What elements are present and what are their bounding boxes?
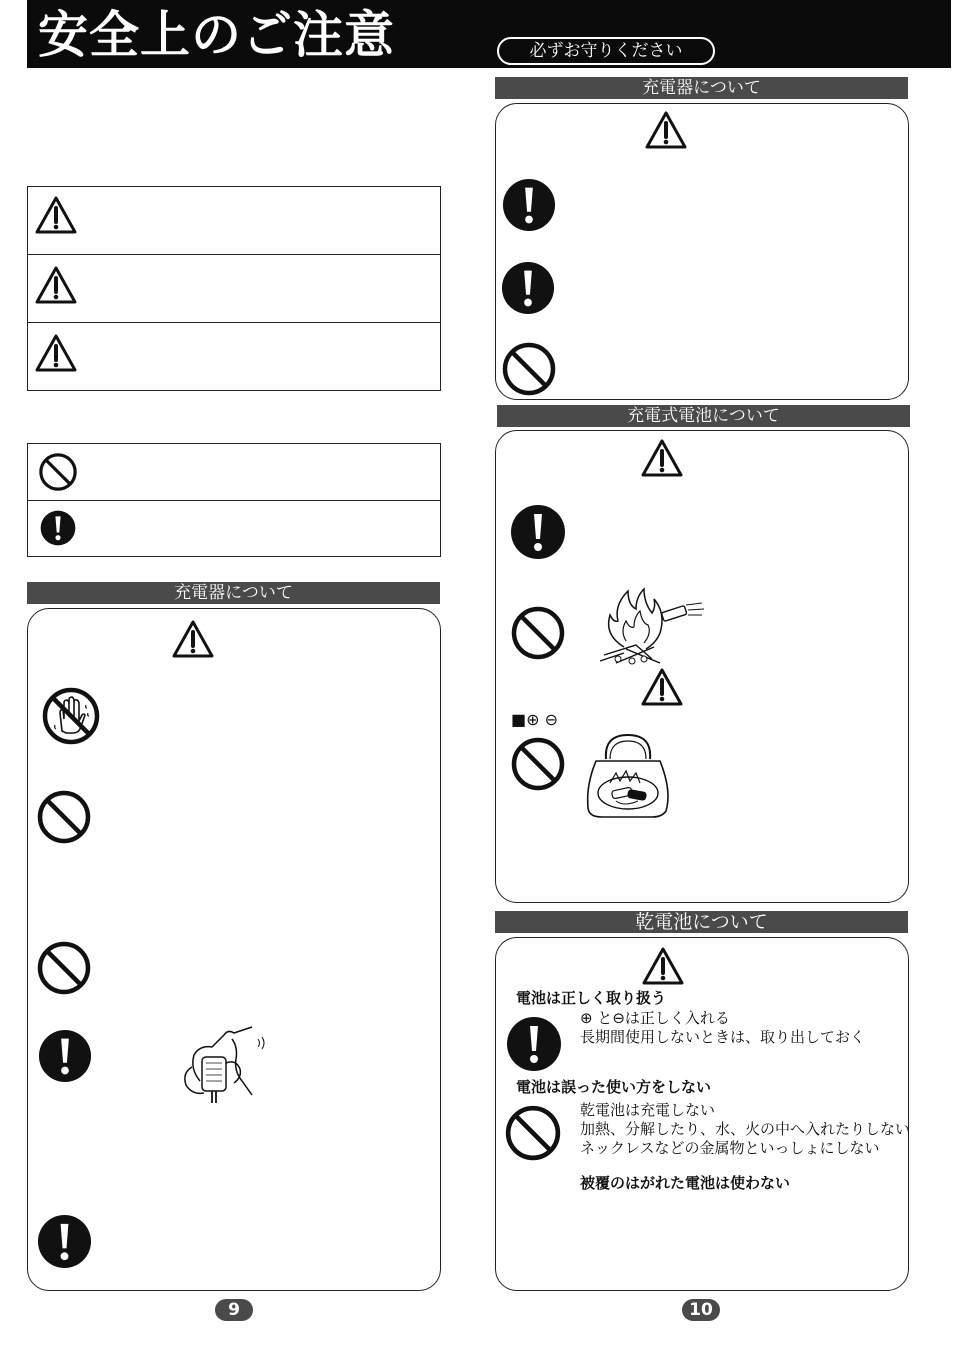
page-title: 安全上のご注意 [38,6,395,64]
warning-triangle-icon [171,619,215,659]
must-follow-badge: 必ずお守りください [497,37,715,65]
mandatory-action-icon [501,261,555,315]
prohibition-icon [38,452,78,492]
rule1-line2: 長期間使用しないときは、取り出しておく [580,1028,866,1046]
symbol-legend [27,443,441,557]
prohibition-icon [36,789,92,845]
mandatory-action-icon [510,504,566,560]
warning-triangle-icon [641,946,685,986]
left-charger-panel [27,608,441,1291]
rechargeable-battery-panel [495,430,909,903]
page-number-right: 10 [682,1299,720,1321]
rule2-line1: 乾電池は充電しない [580,1101,716,1119]
legend-row-danger [28,187,440,254]
rule1-line1: ⊕ と⊖は正しく入れる [580,1009,730,1027]
warning-triangle-icon [34,265,78,305]
legend-row-mandatory [28,500,440,557]
mandatory-action-icon [502,178,556,232]
prohibition-icon [504,1104,562,1162]
prohibition-icon [510,736,566,792]
mandatory-action-icon [506,1016,562,1072]
mandatory-action-icon [37,1214,92,1269]
terminal-label: ■⊕ ⊖ [511,710,559,729]
right-charger-panel [495,103,909,400]
unplug-adapter-illustration [172,1019,272,1109]
mandatory-action-icon [38,1029,92,1083]
dry-battery-section-bar: 乾電池について [495,911,908,933]
rule1-heading: 電池は正しく取り扱う [516,989,667,1007]
prohibition-icon [36,940,92,996]
rule2-line4: 被覆のはがれた電池は使わない [580,1174,791,1192]
right-charger-section-bar: 充電器について [495,77,908,99]
warning-triangle-icon [640,438,684,478]
warning-legend [27,186,441,391]
left-charger-section-bar: 充電器について [27,582,440,604]
rule2-line3: ネックレスなどの金属物といっしょにしない [580,1139,880,1157]
rule2-heading: 電池は誤った使い方をしない [516,1078,712,1096]
no-wet-hands-icon [42,687,100,745]
warning-triangle-icon [640,667,684,707]
warning-triangle-icon [34,195,78,235]
battery-in-fire-illustration [596,583,708,669]
prohibition-icon [510,605,566,661]
rule2-line2: 加熱、分解したり、水、火の中へ入れたりしない [580,1120,911,1138]
dry-battery-panel [495,937,909,1291]
mandatory-action-icon [40,510,76,546]
rechargeable-battery-section-bar: 充電式電池について [497,405,910,427]
prohibition-icon [501,341,557,397]
page-number-left: 9 [215,1299,253,1321]
legend-row-warning [28,254,440,322]
legend-row-caution [28,322,440,390]
warning-triangle-icon [644,110,688,150]
battery-in-bag-illustration [582,731,674,821]
warning-triangle-icon [34,333,78,373]
